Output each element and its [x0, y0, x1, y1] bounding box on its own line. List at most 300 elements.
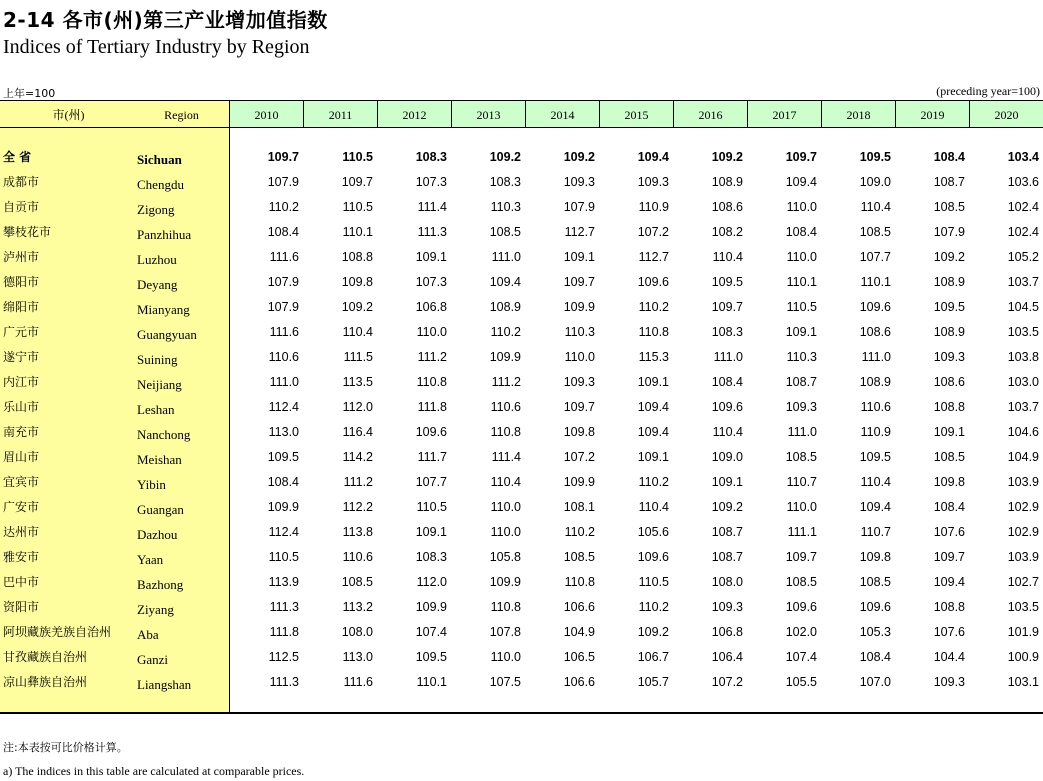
index-value: 113.0	[342, 650, 373, 664]
index-value: 112.0	[342, 400, 373, 414]
index-value: 110.4	[342, 325, 373, 339]
index-value: 109.3	[933, 350, 965, 364]
index-value: 102.7	[1007, 575, 1039, 589]
index-value: 113.5	[342, 375, 373, 389]
table-row	[0, 595, 1043, 620]
index-value: 110.5	[342, 200, 373, 214]
index-value: 109.1	[785, 325, 817, 339]
index-value: 110.2	[638, 475, 669, 489]
region-name-cn: 乐山市	[3, 400, 40, 414]
index-value: 103.9	[1007, 475, 1039, 489]
index-value: 103.5	[1007, 325, 1039, 339]
index-value: 109.5	[415, 650, 447, 664]
index-value: 103.7	[1007, 275, 1039, 289]
index-value: 110.4	[638, 500, 669, 514]
index-value: 109.6	[637, 550, 669, 564]
index-value: 107.9	[267, 175, 299, 189]
index-value: 107.8	[489, 625, 521, 639]
index-value: 105.5	[785, 675, 817, 689]
index-value: 107.6	[933, 625, 965, 639]
header-year: 2017	[747, 101, 821, 127]
index-value: 102.4	[1007, 200, 1039, 214]
index-value: 109.6	[859, 300, 891, 314]
index-value: 107.3	[415, 275, 447, 289]
index-value: 108.5	[785, 450, 817, 464]
index-value: 109.4	[859, 500, 891, 514]
index-value: 108.5	[563, 550, 595, 564]
table-row	[0, 520, 1043, 545]
index-value: 110.3	[490, 200, 521, 214]
index-value: 110.8	[490, 425, 521, 439]
region-name-en: Meishan	[137, 452, 182, 467]
index-value: 109.6	[711, 400, 743, 414]
index-value: 112.7	[564, 225, 595, 239]
index-value: 109.7	[933, 550, 965, 564]
header-region: Region	[164, 108, 199, 122]
index-value: 111.0	[787, 425, 817, 439]
index-value: 108.8	[341, 250, 373, 264]
index-value: 109.5	[859, 450, 891, 464]
index-value: 110.5	[786, 300, 817, 314]
index-value: 109.8	[563, 425, 595, 439]
region-name-en: Mianyang	[137, 302, 190, 317]
index-value: 107.4	[785, 650, 817, 664]
region-name-en: Nanchong	[137, 427, 191, 442]
index-value: 109.3	[785, 400, 817, 414]
region-name-cn: 达州市	[3, 525, 40, 539]
region-name-en: Luzhou	[137, 252, 177, 267]
index-value: 102.4	[1007, 225, 1039, 239]
index-value: 109.1	[415, 525, 447, 539]
index-value: 108.5	[859, 225, 891, 239]
index-value: 110.7	[860, 525, 891, 539]
region-name-en: Neijiang	[137, 377, 182, 392]
index-value: 109.1	[933, 425, 965, 439]
index-value: 109.4	[933, 575, 965, 589]
index-value: 100.9	[1007, 650, 1039, 664]
header-year: 2015	[599, 101, 673, 127]
table-row	[0, 370, 1043, 395]
index-value: 111.1	[787, 525, 817, 539]
table-row	[0, 170, 1043, 195]
index-value: 108.8	[933, 600, 965, 614]
table-row	[0, 395, 1043, 420]
index-value: 109.9	[563, 300, 595, 314]
index-value: 108.4	[933, 500, 965, 514]
index-value: 105.3	[859, 625, 891, 639]
index-value: 109.8	[341, 275, 373, 289]
index-value: 108.7	[933, 175, 965, 189]
table-row	[0, 320, 1043, 345]
index-value: 109.2	[563, 150, 595, 164]
region-name-cn: 南充市	[3, 425, 40, 439]
index-value: 109.3	[563, 175, 595, 189]
region-name-cn: 巴中市	[3, 575, 40, 589]
index-value: 110.8	[416, 375, 447, 389]
index-value: 109.2	[637, 625, 669, 639]
index-value: 110.9	[860, 425, 891, 439]
header-year: 2019	[895, 101, 969, 127]
index-value: 109.4	[637, 400, 669, 414]
index-value: 111.5	[343, 350, 373, 364]
index-value: 111.3	[417, 225, 447, 239]
index-value: 106.4	[711, 650, 743, 664]
index-value: 110.2	[268, 200, 299, 214]
index-value: 107.9	[267, 275, 299, 289]
header-year: 2010	[229, 101, 303, 127]
index-value: 105.2	[1007, 250, 1039, 264]
index-value: 110.4	[860, 200, 891, 214]
index-value: 110.0	[564, 350, 595, 364]
index-value: 109.2	[711, 500, 743, 514]
index-value: 110.6	[342, 550, 373, 564]
index-value: 109.6	[415, 425, 447, 439]
index-value: 108.2	[711, 225, 743, 239]
index-value: 109.7	[785, 150, 817, 164]
index-value: 101.9	[1007, 625, 1039, 639]
table-row	[0, 570, 1043, 595]
region-name-en: Guangyuan	[137, 327, 197, 342]
index-value: 104.6	[1007, 425, 1039, 439]
index-value: 110.1	[416, 675, 447, 689]
index-value: 110.5	[268, 550, 299, 564]
index-value: 109.8	[933, 475, 965, 489]
index-value: 109.1	[563, 250, 595, 264]
index-value: 109.7	[563, 400, 595, 414]
index-value: 107.4	[415, 625, 447, 639]
index-value: 105.6	[637, 525, 669, 539]
index-value: 109.4	[637, 425, 669, 439]
index-value: 107.2	[563, 450, 595, 464]
index-value: 109.1	[637, 450, 669, 464]
index-value: 111.0	[491, 250, 521, 264]
region-name-cn: 阿坝藏族羌族自治州	[3, 625, 112, 639]
index-value: 106.7	[637, 650, 669, 664]
index-value: 108.4	[267, 225, 299, 239]
index-value: 103.8	[1007, 350, 1039, 364]
index-value: 109.7	[563, 275, 595, 289]
index-value: 109.0	[711, 450, 743, 464]
table-row	[0, 645, 1043, 670]
index-value: 108.5	[489, 225, 521, 239]
region-name-cn: 甘孜藏族自治州	[3, 650, 88, 664]
header-year: 2018	[821, 101, 895, 127]
index-value: 108.5	[785, 575, 817, 589]
region-name-en: Aba	[137, 627, 159, 642]
index-value: 108.5	[341, 575, 373, 589]
index-value: 102.9	[1007, 525, 1039, 539]
index-value: 109.1	[415, 250, 447, 264]
table-title-en: Indices of Tertiary Industry by Region	[3, 36, 310, 58]
index-value: 106.6	[563, 600, 595, 614]
table-row	[0, 620, 1043, 645]
index-value: 109.4	[637, 150, 669, 164]
table-row	[0, 670, 1043, 695]
index-value: 110.1	[342, 225, 373, 239]
index-value: 108.6	[859, 325, 891, 339]
header-city-cn: 市(州)	[52, 108, 85, 122]
region-name-cn: 德阳市	[3, 275, 40, 289]
header-year: 2020	[969, 101, 1043, 127]
index-value: 111.3	[269, 675, 299, 689]
index-value: 109.3	[637, 175, 669, 189]
index-value: 110.0	[490, 500, 521, 514]
index-value: 108.4	[859, 650, 891, 664]
index-value: 104.5	[1007, 300, 1039, 314]
index-value: 107.0	[859, 675, 891, 689]
index-value: 111.0	[861, 350, 891, 364]
region-name-en: Suining	[137, 352, 178, 367]
index-value: 110.3	[564, 325, 595, 339]
index-value: 110.2	[638, 300, 669, 314]
index-value: 109.7	[711, 300, 743, 314]
index-value: 107.3	[415, 175, 447, 189]
index-value: 103.5	[1007, 600, 1039, 614]
index-value: 104.9	[1007, 450, 1039, 464]
index-value: 108.4	[267, 475, 299, 489]
header-year: 2013	[451, 101, 525, 127]
index-value: 113.8	[342, 525, 373, 539]
region-name-en: Ganzi	[137, 652, 169, 667]
index-value: 112.5	[268, 650, 299, 664]
table-bottom-rule	[0, 712, 1043, 714]
index-value: 108.9	[933, 275, 965, 289]
index-value: 109.9	[563, 475, 595, 489]
index-value: 111.7	[417, 450, 447, 464]
index-value: 104.4	[933, 650, 965, 664]
table-row	[0, 495, 1043, 520]
index-value: 110.0	[416, 325, 447, 339]
table-row	[0, 545, 1043, 570]
index-value: 110.2	[638, 600, 669, 614]
index-value: 108.0	[711, 575, 743, 589]
footnote-cn: 注:本表按可比价格计算。	[3, 741, 128, 754]
table-row	[0, 345, 1043, 370]
table-row	[0, 470, 1043, 495]
index-value: 111.0	[713, 350, 743, 364]
index-value: 106.8	[711, 625, 743, 639]
index-value: 108.6	[933, 375, 965, 389]
index-value: 108.5	[859, 575, 891, 589]
region-name-cn: 资阳市	[3, 600, 40, 614]
index-value: 109.0	[859, 175, 891, 189]
index-value: 110.6	[268, 350, 299, 364]
index-value: 108.3	[711, 325, 743, 339]
index-value: 109.3	[711, 600, 743, 614]
header-rule	[0, 127, 1043, 128]
index-value: 106.8	[415, 300, 447, 314]
index-value: 109.2	[711, 150, 743, 164]
index-value: 110.4	[860, 475, 891, 489]
index-value: 109.6	[637, 275, 669, 289]
region-name-cn: 雅安市	[3, 550, 40, 564]
index-value: 110.0	[786, 200, 817, 214]
region-name-en: Leshan	[137, 402, 175, 417]
region-name-cn: 广安市	[3, 500, 40, 514]
index-value: 109.2	[933, 250, 965, 264]
region-name-en: Guangan	[137, 502, 184, 517]
index-value: 108.3	[415, 150, 447, 164]
index-value: 109.5	[711, 275, 743, 289]
index-value: 108.4	[933, 150, 965, 164]
index-value: 109.4	[489, 275, 521, 289]
region-name-cn: 凉山彝族自治州	[3, 675, 88, 689]
region-name-en: Bazhong	[137, 577, 184, 592]
region-name-en: Yaan	[137, 552, 164, 567]
index-value: 111.6	[269, 325, 299, 339]
table-row	[0, 145, 1043, 170]
index-value: 110.4	[712, 425, 743, 439]
index-value: 110.5	[342, 150, 373, 164]
region-name-en: Panzhihua	[137, 227, 192, 242]
index-value: 103.4	[1007, 150, 1039, 164]
region-name-cn: 攀枝花市	[3, 225, 52, 239]
index-value: 103.0	[1007, 375, 1039, 389]
index-value: 110.8	[490, 600, 521, 614]
table-title-cn: 2-14 各市(州)第三产业增加值指数	[3, 8, 328, 32]
index-value: 108.6	[711, 200, 743, 214]
table-row	[0, 295, 1043, 320]
index-value: 102.9	[1007, 500, 1039, 514]
index-value: 110.0	[786, 250, 817, 264]
index-value: 110.4	[712, 250, 743, 264]
index-value: 109.9	[415, 600, 447, 614]
index-value: 107.2	[637, 225, 669, 239]
index-value: 111.4	[417, 200, 447, 214]
index-value: 111.4	[491, 450, 521, 464]
index-value: 115.3	[638, 350, 669, 364]
index-value: 106.5	[563, 650, 595, 664]
index-value: 110.7	[786, 475, 817, 489]
index-value: 108.5	[933, 200, 965, 214]
header-year: 2016	[673, 101, 747, 127]
table-row	[0, 220, 1043, 245]
index-value: 109.6	[859, 600, 891, 614]
index-value: 103.9	[1007, 550, 1039, 564]
index-value: 108.0	[341, 625, 373, 639]
index-value: 108.4	[711, 375, 743, 389]
index-value: 109.2	[489, 150, 521, 164]
index-value: 109.4	[785, 175, 817, 189]
index-value: 108.3	[489, 175, 521, 189]
index-value: 111.8	[417, 400, 447, 414]
table-row	[0, 270, 1043, 295]
table-row	[0, 445, 1043, 470]
index-value: 109.9	[267, 500, 299, 514]
region-name-cn: 内江市	[3, 375, 40, 389]
index-value: 107.9	[933, 225, 965, 239]
index-value: 113.9	[268, 575, 299, 589]
header-year: 2014	[525, 101, 599, 127]
index-value: 114.2	[342, 450, 373, 464]
index-value: 111.2	[491, 375, 521, 389]
table-header	[0, 101, 1043, 127]
index-value: 116.4	[342, 425, 373, 439]
index-value: 110.0	[786, 500, 817, 514]
index-value: 103.6	[1007, 175, 1039, 189]
footnote-en: a) The indices in this table are calculated at comparable prices.	[3, 764, 305, 778]
index-value: 110.2	[564, 525, 595, 539]
index-value: 110.4	[490, 475, 521, 489]
index-value: 103.1	[1007, 675, 1039, 689]
index-value: 108.9	[933, 325, 965, 339]
region-name-en: Dazhou	[137, 527, 178, 542]
region-name-cn: 绵阳市	[3, 300, 40, 314]
index-value: 110.9	[638, 200, 669, 214]
index-value: 110.0	[490, 525, 521, 539]
index-value: 108.5	[933, 450, 965, 464]
table-row	[0, 195, 1043, 220]
index-value: 105.8	[489, 550, 521, 564]
index-value: 111.0	[269, 375, 299, 389]
index-value: 112.2	[342, 500, 373, 514]
index-value: 111.3	[269, 600, 299, 614]
index-value: 113.0	[268, 425, 299, 439]
index-value: 111.2	[417, 350, 447, 364]
index-value: 108.9	[489, 300, 521, 314]
index-value: 102.0	[785, 625, 817, 639]
index-value: 110.5	[638, 575, 669, 589]
region-name-cn: 泸州市	[3, 250, 40, 264]
index-value: 112.0	[416, 575, 447, 589]
region-name-en: Zigong	[137, 202, 175, 217]
index-value: 112.4	[268, 525, 299, 539]
index-value: 109.3	[933, 675, 965, 689]
index-value: 110.3	[786, 350, 817, 364]
region-name-cn: 成都市	[3, 175, 40, 189]
index-value: 109.2	[341, 300, 373, 314]
index-value: 109.7	[267, 150, 299, 164]
region-name-en: Chengdu	[137, 177, 184, 192]
table-row	[0, 420, 1043, 445]
index-value: 105.7	[637, 675, 669, 689]
index-value: 108.7	[711, 525, 743, 539]
index-value: 110.2	[490, 325, 521, 339]
index-value: 109.8	[859, 550, 891, 564]
header-year: 2011	[303, 101, 377, 127]
index-value: 109.7	[785, 550, 817, 564]
index-value: 111.6	[269, 250, 299, 264]
region-name-cn: 广元市	[3, 325, 40, 339]
index-value: 108.8	[933, 400, 965, 414]
index-value: 106.6	[563, 675, 595, 689]
index-value: 109.7	[341, 175, 373, 189]
index-value: 109.3	[563, 375, 595, 389]
region-name-en: Ziyang	[137, 602, 174, 617]
index-value: 110.1	[786, 275, 817, 289]
index-value: 113.2	[342, 600, 373, 614]
unit-note-en: (preceding year=100)	[936, 84, 1040, 98]
index-value: 109.6	[785, 600, 817, 614]
index-value: 110.8	[638, 325, 669, 339]
region-name-en: Sichuan	[137, 152, 182, 167]
index-value: 109.9	[489, 350, 521, 364]
index-value: 108.7	[785, 375, 817, 389]
index-value: 108.4	[785, 225, 817, 239]
region-name-cn: 遂宁市	[3, 350, 40, 364]
region-name-cn: 全 省	[3, 150, 32, 164]
index-value: 108.9	[859, 375, 891, 389]
index-value: 108.3	[415, 550, 447, 564]
index-value: 103.7	[1007, 400, 1039, 414]
index-value: 111.8	[269, 625, 299, 639]
index-value: 107.9	[267, 300, 299, 314]
index-value: 109.5	[859, 150, 891, 164]
index-value: 107.2	[711, 675, 743, 689]
index-value: 107.5	[489, 675, 521, 689]
index-value: 104.9	[563, 625, 595, 639]
index-value: 107.7	[859, 250, 891, 264]
